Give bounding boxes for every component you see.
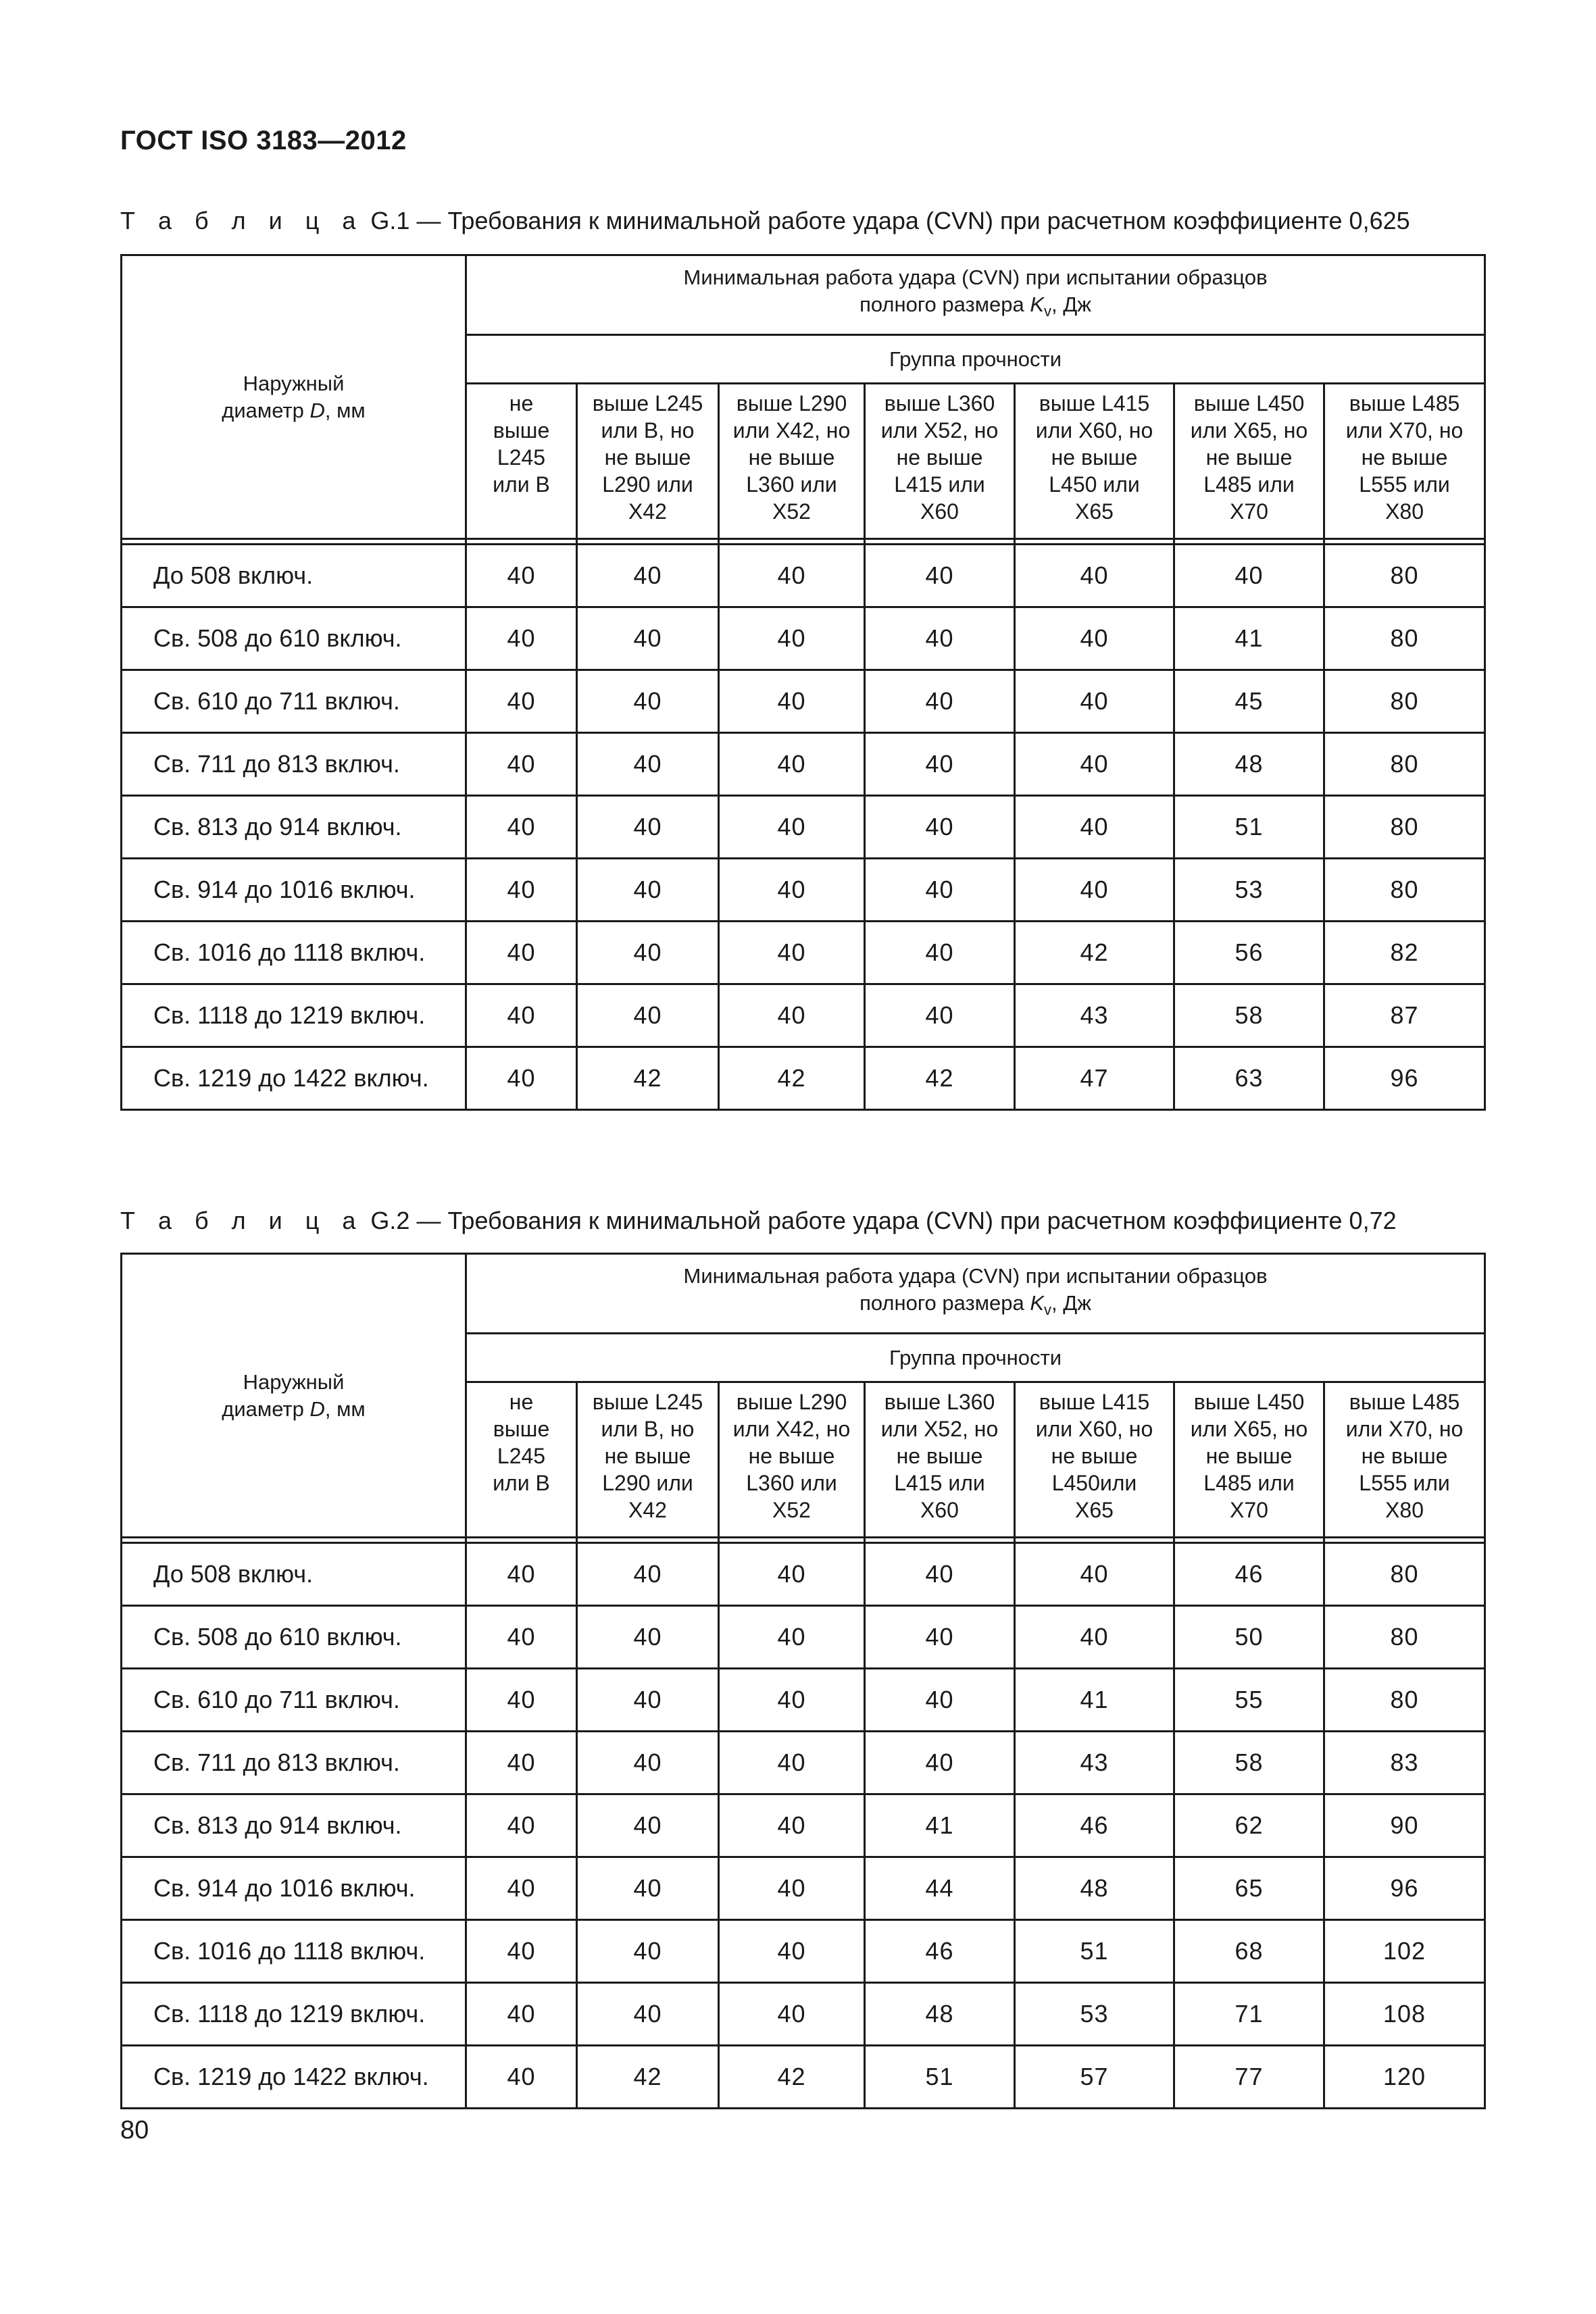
- table-row: [122, 545, 1485, 607]
- energy-value-cell: 53: [1015, 1983, 1174, 2046]
- strength-group-line: X42: [628, 499, 667, 524]
- diameter-range-cell: До 508 включ.: [122, 545, 466, 607]
- energy-value-cell: 40: [466, 2046, 577, 2109]
- separator-cell: [122, 1538, 466, 1543]
- energy-value-cell: 40: [466, 1047, 577, 1110]
- energy-value-cell: 96: [1324, 1857, 1485, 1920]
- energy-value-cell: 42: [719, 1047, 865, 1110]
- energy-value-cell: 40: [1015, 1606, 1174, 1669]
- energy-value-cell: 40: [577, 984, 719, 1047]
- strength-group-line: не выше: [1361, 445, 1448, 470]
- energy-value-cell: 40: [577, 1543, 719, 1606]
- strength-group-line: или В, но: [601, 418, 695, 443]
- strength-group-line: выше L245: [592, 1390, 703, 1414]
- table-row: [122, 1983, 1485, 2046]
- energy-value-cell: 40: [719, 1606, 865, 1669]
- energy-value-cell: 41: [865, 1794, 1015, 1857]
- diameter-range-cell: Св. 1219 до 1422 включ.: [122, 1047, 466, 1110]
- strength-group-line: не выше: [1205, 445, 1293, 470]
- energy-value-cell: 80: [1324, 1543, 1485, 1606]
- strength-group-line: или X42, но: [732, 1417, 851, 1441]
- energy-value-cell: 40: [719, 733, 865, 796]
- table-row: [122, 922, 1485, 984]
- energy-value-cell: 71: [1174, 1983, 1324, 2046]
- table-g1: [120, 254, 1486, 1111]
- energy-value-cell: 80: [1324, 607, 1485, 670]
- energy-value-cell: 42: [577, 2046, 719, 2109]
- energy-value-cell: 40: [577, 859, 719, 922]
- strength-group-line: выше L360: [884, 1390, 995, 1414]
- strength-group-cell: [865, 384, 1015, 539]
- energy-value-cell: 102: [1324, 1920, 1485, 1983]
- strength-group-line: не выше: [748, 1444, 835, 1468]
- energy-value-cell: 40: [466, 1794, 577, 1857]
- energy-value-cell: 62: [1174, 1794, 1324, 1857]
- diameter-range-cell: Св. 1016 до 1118 включ.: [122, 922, 466, 984]
- separator-cell: [865, 539, 1015, 545]
- outer-diameter-header: [122, 1254, 466, 1538]
- strength-group-line: X80: [1385, 499, 1424, 524]
- strength-group-line: не выше: [1051, 445, 1138, 470]
- impact-energy-header: [466, 255, 1485, 335]
- energy-value-cell: 40: [719, 1920, 865, 1983]
- strength-group-cell: [1324, 1382, 1485, 1538]
- energy-value-cell: 40: [466, 545, 577, 607]
- table-caption-prefix: Т а б л и ц а: [120, 207, 364, 234]
- energy-value-cell: 42: [1015, 922, 1174, 984]
- energy-value-cell: 40: [1015, 545, 1174, 607]
- strength-group-line: не выше: [748, 445, 835, 470]
- energy-value-cell: 40: [865, 859, 1015, 922]
- energy-value-cell: 40: [719, 922, 865, 984]
- impact-energy-header: [466, 1254, 1485, 1334]
- strength-group-line: L555 или: [1359, 1471, 1450, 1495]
- energy-value-cell: 40: [466, 607, 577, 670]
- strength-group-line: не выше: [604, 1444, 691, 1468]
- energy-value-cell: 40: [719, 1543, 865, 1606]
- strength-group-line: не: [509, 1390, 534, 1414]
- energy-value-cell: 40: [466, 1606, 577, 1669]
- strength-group-line: не: [509, 391, 534, 416]
- energy-value-cell: 40: [719, 859, 865, 922]
- table-row: [122, 1543, 1485, 1606]
- energy-value-cell: 83: [1324, 1732, 1485, 1794]
- energy-value-cell: 40: [1015, 607, 1174, 670]
- strength-group-line: L245: [497, 445, 546, 470]
- separator-cell: [1015, 1538, 1174, 1543]
- strength-group-line: L485 или: [1203, 472, 1295, 497]
- impact-energy-header-line: Минимальная работа удара (CVN) при испытании образцов: [683, 1264, 1268, 1288]
- energy-value-cell: 40: [865, 545, 1015, 607]
- strength-group-cell: [1174, 1382, 1324, 1538]
- energy-value-cell: 40: [865, 1606, 1015, 1669]
- energy-value-cell: 90: [1324, 1794, 1485, 1857]
- outer-diameter-header-line: диаметр D, мм: [222, 1397, 366, 1421]
- separator-cell: [1324, 539, 1485, 545]
- energy-value-cell: 120: [1324, 2046, 1485, 2109]
- energy-value-cell: 40: [577, 922, 719, 984]
- strength-group-line: или X60, но: [1035, 1417, 1153, 1441]
- energy-value-cell: 51: [865, 2046, 1015, 2109]
- strength-group-cell: [466, 1382, 577, 1538]
- separator-cell: [865, 1538, 1015, 1543]
- strength-group-line: выше L485: [1349, 391, 1460, 416]
- strength-group-cell: [1015, 1382, 1174, 1538]
- energy-value-cell: 96: [1324, 1047, 1485, 1110]
- energy-value-cell: 40: [719, 1669, 865, 1732]
- strength-group-line: X42: [628, 1498, 667, 1522]
- energy-value-cell: 40: [719, 1857, 865, 1920]
- strength-group-cell: [1324, 384, 1485, 539]
- energy-value-cell: 48: [865, 1983, 1015, 2046]
- energy-value-cell: 47: [1015, 1047, 1174, 1110]
- energy-value-cell: 45: [1174, 670, 1324, 733]
- table-row: [122, 1606, 1485, 1669]
- energy-value-cell: 40: [577, 670, 719, 733]
- strength-group-line: не выше: [1051, 1444, 1138, 1468]
- strength-group-line: L555 или: [1359, 472, 1450, 497]
- energy-value-cell: 40: [577, 607, 719, 670]
- diameter-range-cell: Св. 508 до 610 включ.: [122, 1606, 466, 1669]
- outer-diameter-header: [122, 255, 466, 539]
- table-row: [122, 2046, 1485, 2109]
- energy-value-cell: 40: [577, 1857, 719, 1920]
- strength-group-line: или X60, но: [1035, 418, 1153, 443]
- table-row: [122, 859, 1485, 922]
- strength-group-line: X60: [920, 1498, 959, 1522]
- header-separator: [122, 539, 1485, 545]
- energy-value-cell: 40: [466, 859, 577, 922]
- table-row: [122, 1047, 1485, 1110]
- energy-value-cell: 57: [1015, 2046, 1174, 2109]
- outer-diameter-header-line: Наружный: [243, 1369, 345, 1394]
- strength-group-line: выше: [493, 418, 550, 443]
- strength-group-line: или X42, но: [732, 418, 851, 443]
- energy-value-cell: 55: [1174, 1669, 1324, 1732]
- separator-cell: [719, 539, 865, 545]
- diameter-range-cell: Св. 1118 до 1219 включ.: [122, 984, 466, 1047]
- energy-value-cell: 53: [1174, 859, 1324, 922]
- separator-cell: [122, 539, 466, 545]
- strength-group-line: или В: [493, 1471, 550, 1495]
- energy-value-cell: 40: [719, 1732, 865, 1794]
- energy-value-cell: 40: [719, 984, 865, 1047]
- energy-value-cell: 42: [719, 2046, 865, 2109]
- strength-group-cell: [466, 384, 577, 539]
- impact-energy-header-line: полного размера $K_v$, Дж: [859, 293, 1092, 320]
- strength-group-line: L290 или: [602, 472, 693, 497]
- table-g2: [120, 1253, 1486, 2109]
- energy-value-cell: 40: [719, 607, 865, 670]
- strength-group-line: X60: [920, 499, 959, 524]
- strength-group-line: не выше: [604, 445, 691, 470]
- energy-value-cell: 40: [466, 796, 577, 859]
- strength-group-header: Группа прочности: [466, 1334, 1485, 1382]
- table-caption-g2: [120, 1207, 1397, 1235]
- separator-cell: [466, 539, 577, 545]
- energy-value-cell: 80: [1324, 796, 1485, 859]
- strength-group-line: L450или: [1051, 1471, 1137, 1495]
- table-row: [122, 733, 1485, 796]
- table-row: [122, 1732, 1485, 1794]
- energy-value-cell: 40: [865, 1732, 1015, 1794]
- energy-value-cell: 40: [1015, 1543, 1174, 1606]
- table-caption-text: G.2 — Требования к минимальной работе удара (CVN) при расчетном коэффициенте 0,72: [370, 1207, 1397, 1234]
- separator-cell: [1015, 539, 1174, 545]
- strength-group-line: или X70, но: [1345, 1417, 1464, 1441]
- table-caption-prefix: Т а б л и ц а: [120, 1207, 364, 1234]
- energy-value-cell: 80: [1324, 545, 1485, 607]
- strength-group-line: или X65, но: [1190, 418, 1308, 443]
- header-row: [122, 1254, 1485, 1334]
- strength-group-line: или В: [493, 472, 550, 497]
- strength-group-line: выше L415: [1039, 1390, 1150, 1414]
- energy-value-cell: 40: [466, 1857, 577, 1920]
- strength-group-line: не выше: [1205, 1444, 1293, 1468]
- strength-group-line: выше L485: [1349, 1390, 1460, 1414]
- diameter-range-cell: Св. 813 до 914 включ.: [122, 1794, 466, 1857]
- separator-cell: [1324, 1538, 1485, 1543]
- strength-group-line: выше L415: [1039, 391, 1150, 416]
- energy-value-cell: 48: [1174, 733, 1324, 796]
- strength-group-line: выше L245: [592, 391, 703, 416]
- strength-group-line: L485 или: [1203, 1471, 1295, 1495]
- strength-group-cell: [719, 384, 865, 539]
- strength-group-line: L360 или: [746, 472, 837, 497]
- energy-value-cell: 40: [577, 1920, 719, 1983]
- diameter-range-cell: Св. 1016 до 1118 включ.: [122, 1920, 466, 1983]
- energy-value-cell: 40: [466, 1669, 577, 1732]
- strength-group-line: или В, но: [601, 1417, 695, 1441]
- strength-group-line: L290 или: [602, 1471, 693, 1495]
- energy-value-cell: 42: [577, 1047, 719, 1110]
- strength-group-line: L415 или: [894, 472, 985, 497]
- strength-group-line: или X52, но: [880, 1417, 999, 1441]
- energy-value-cell: 80: [1324, 670, 1485, 733]
- energy-value-cell: 40: [865, 984, 1015, 1047]
- energy-value-cell: 63: [1174, 1047, 1324, 1110]
- energy-value-cell: 40: [719, 545, 865, 607]
- separator-cell: [1174, 1538, 1324, 1543]
- separator-cell: [466, 1538, 577, 1543]
- energy-value-cell: 40: [466, 1543, 577, 1606]
- energy-value-cell: 40: [466, 670, 577, 733]
- strength-group-line: X70: [1230, 499, 1268, 524]
- energy-value-cell: 40: [577, 733, 719, 796]
- energy-value-cell: 40: [1015, 670, 1174, 733]
- energy-value-cell: 44: [865, 1857, 1015, 1920]
- table-row: [122, 1857, 1485, 1920]
- energy-value-cell: 40: [466, 1983, 577, 2046]
- strength-group-line: X80: [1385, 1498, 1424, 1522]
- strength-group-cell: [577, 1382, 719, 1538]
- strength-group-line: L450 или: [1049, 472, 1140, 497]
- table-caption-g1: [120, 207, 1410, 235]
- table-row: [122, 607, 1485, 670]
- table-caption-text: G.1 — Требования к минимальной работе удара (CVN) при расчетном коэффициенте 0,625: [370, 207, 1410, 234]
- separator-cell: [577, 1538, 719, 1543]
- energy-value-cell: 40: [577, 1983, 719, 2046]
- strength-group-cell: [1015, 384, 1174, 539]
- separator-cell: [719, 1538, 865, 1543]
- outer-diameter-header-line: диаметр D, мм: [222, 398, 366, 422]
- diameter-range-cell: Св. 1219 до 1422 включ.: [122, 2046, 466, 2109]
- table-row: [122, 1920, 1485, 1983]
- strength-group-cell: [719, 1382, 865, 1538]
- table-row: [122, 1794, 1485, 1857]
- energy-value-cell: 46: [1015, 1794, 1174, 1857]
- strength-group-line: L360 или: [746, 1471, 837, 1495]
- energy-value-cell: 40: [719, 1794, 865, 1857]
- energy-value-cell: 40: [865, 670, 1015, 733]
- energy-value-cell: 40: [577, 796, 719, 859]
- energy-value-cell: 40: [466, 1920, 577, 1983]
- energy-value-cell: 51: [1015, 1920, 1174, 1983]
- diameter-range-cell: Св. 914 до 1016 включ.: [122, 1857, 466, 1920]
- energy-value-cell: 40: [577, 1669, 719, 1732]
- strength-group-cell: [865, 1382, 1015, 1538]
- strength-group-line: выше L290: [736, 391, 847, 416]
- strength-group-line: не выше: [896, 1444, 983, 1468]
- energy-value-cell: 40: [719, 796, 865, 859]
- energy-value-cell: 40: [865, 733, 1015, 796]
- energy-value-cell: 40: [577, 1606, 719, 1669]
- energy-value-cell: 40: [719, 670, 865, 733]
- diameter-range-cell: Св. 711 до 813 включ.: [122, 1732, 466, 1794]
- diameter-range-cell: Св. 1118 до 1219 включ.: [122, 1983, 466, 2046]
- diameter-range-cell: Св. 813 до 914 включ.: [122, 796, 466, 859]
- impact-energy-header-line: Минимальная работа удара (CVN) при испытании образцов: [683, 266, 1268, 290]
- energy-value-cell: 40: [577, 1732, 719, 1794]
- energy-value-cell: 40: [466, 1732, 577, 1794]
- strength-group-line: X52: [772, 499, 811, 524]
- header-row: [122, 255, 1485, 335]
- diameter-range-cell: До 508 включ.: [122, 1543, 466, 1606]
- strength-group-line: L245: [497, 1444, 546, 1468]
- energy-value-cell: 80: [1324, 1606, 1485, 1669]
- energy-value-cell: 40: [865, 922, 1015, 984]
- energy-value-cell: 108: [1324, 1983, 1485, 2046]
- impact-energy-header-line: полного размера $K_v$, Дж: [859, 1291, 1092, 1319]
- diameter-range-cell: Св. 508 до 610 включ.: [122, 607, 466, 670]
- diameter-range-cell: Св. 711 до 813 включ.: [122, 733, 466, 796]
- energy-value-cell: 46: [865, 1920, 1015, 1983]
- energy-value-cell: 40: [1015, 733, 1174, 796]
- strength-group-line: выше: [493, 1417, 550, 1441]
- outer-diameter-header-line: Наружный: [243, 371, 345, 395]
- energy-value-cell: 40: [466, 733, 577, 796]
- strength-group-line: X52: [772, 1498, 811, 1522]
- strength-group-cell: [577, 384, 719, 539]
- energy-value-cell: 80: [1324, 1669, 1485, 1732]
- table-row: [122, 796, 1485, 859]
- strength-group-line: X65: [1075, 499, 1114, 524]
- energy-value-cell: 40: [1015, 859, 1174, 922]
- diameter-range-cell: Св. 610 до 711 включ.: [122, 670, 466, 733]
- strength-group-line: выше L450: [1193, 1390, 1305, 1414]
- energy-value-cell: 40: [1174, 545, 1324, 607]
- energy-value-cell: 40: [865, 607, 1015, 670]
- energy-value-cell: 40: [466, 984, 577, 1047]
- energy-value-cell: 43: [1015, 984, 1174, 1047]
- energy-value-cell: 42: [865, 1047, 1015, 1110]
- energy-value-cell: 41: [1015, 1669, 1174, 1732]
- strength-group-cell: [1174, 384, 1324, 539]
- energy-value-cell: 46: [1174, 1543, 1324, 1606]
- energy-value-cell: 40: [865, 1543, 1015, 1606]
- energy-value-cell: 40: [865, 796, 1015, 859]
- energy-value-cell: 43: [1015, 1732, 1174, 1794]
- energy-value-cell: 65: [1174, 1857, 1324, 1920]
- strength-group-line: или X65, но: [1190, 1417, 1308, 1441]
- energy-value-cell: 77: [1174, 2046, 1324, 2109]
- strength-group-line: X70: [1230, 1498, 1268, 1522]
- standard-header: ГОСТ ISO 3183—2012: [120, 126, 407, 155]
- diameter-range-cell: Св. 610 до 711 включ.: [122, 1669, 466, 1732]
- energy-value-cell: 80: [1324, 733, 1485, 796]
- header-separator: [122, 1538, 1485, 1543]
- separator-cell: [577, 539, 719, 545]
- energy-value-cell: 58: [1174, 1732, 1324, 1794]
- energy-value-cell: 40: [865, 1669, 1015, 1732]
- page-number: 80: [120, 2116, 149, 2144]
- energy-value-cell: 68: [1174, 1920, 1324, 1983]
- strength-group-line: не выше: [896, 445, 983, 470]
- energy-value-cell: 87: [1324, 984, 1485, 1047]
- strength-group-header: Группа прочности: [466, 335, 1485, 384]
- table-row: [122, 1669, 1485, 1732]
- energy-value-cell: 40: [1015, 796, 1174, 859]
- diameter-range-cell: Св. 914 до 1016 включ.: [122, 859, 466, 922]
- strength-group-line: X65: [1075, 1498, 1114, 1522]
- separator-cell: [1174, 539, 1324, 545]
- energy-value-cell: 50: [1174, 1606, 1324, 1669]
- energy-value-cell: 40: [466, 922, 577, 984]
- strength-group-line: выше L290: [736, 1390, 847, 1414]
- energy-value-cell: 58: [1174, 984, 1324, 1047]
- strength-group-line: выше L360: [884, 391, 995, 416]
- energy-value-cell: 56: [1174, 922, 1324, 984]
- strength-group-line: L415 или: [894, 1471, 985, 1495]
- energy-value-cell: 40: [719, 1983, 865, 2046]
- table-row: [122, 984, 1485, 1047]
- energy-value-cell: 40: [577, 1794, 719, 1857]
- energy-value-cell: 51: [1174, 796, 1324, 859]
- strength-group-line: не выше: [1361, 1444, 1448, 1468]
- energy-value-cell: 80: [1324, 859, 1485, 922]
- strength-group-line: выше L450: [1193, 391, 1305, 416]
- strength-group-line: или X52, но: [880, 418, 999, 443]
- energy-value-cell: 41: [1174, 607, 1324, 670]
- table-row: [122, 670, 1485, 733]
- energy-value-cell: 48: [1015, 1857, 1174, 1920]
- energy-value-cell: 40: [577, 545, 719, 607]
- energy-value-cell: 82: [1324, 922, 1485, 984]
- strength-group-line: или X70, но: [1345, 418, 1464, 443]
